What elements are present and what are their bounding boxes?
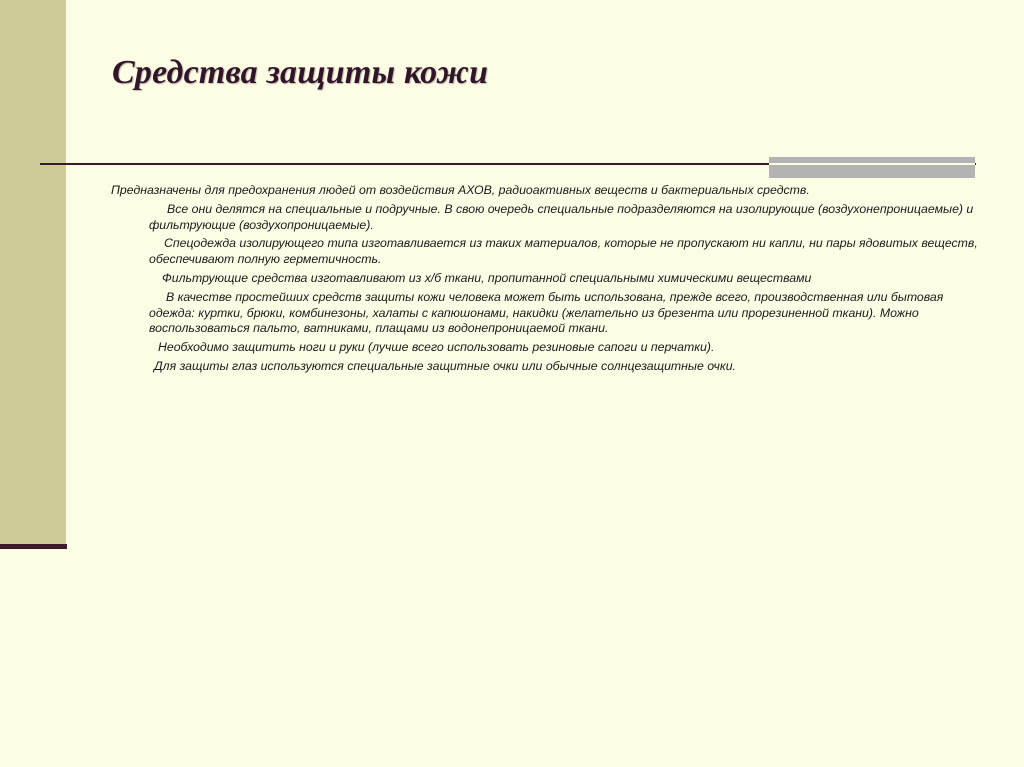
slide-title: Средства защиты кожи <box>112 54 489 91</box>
left-accent-bar-underline <box>0 544 67 549</box>
body-paragraph: Спецодежда изолирующего типа изготавливается из таких материалов, которые не пропускают ни капли, ни пары ядовитых веществ, обеспечивают полную герметичность. <box>149 236 978 267</box>
slide-body <box>111 183 981 378</box>
body-paragraph: Для защиты глаз используются специальные защитные очки или обычные солнцезащитные очки. <box>154 358 736 373</box>
body-paragraph: Предназначены для предохранения людей от воздействия АХОВ, радиоактивных веществ и бактериальных средств. <box>111 183 810 197</box>
left-accent-bar <box>0 0 66 545</box>
body-paragraph: Необходимо защитить ноги и руки (лучше всего использовать резиновые сапоги и перчатки). <box>158 340 715 355</box>
body-paragraph: Все они делятся на специальные и подручные. В свою очередь специальные подразделяются на изолирующие (воздухонепроницаемые) и фильтрующие (воздухопроницаемые). <box>149 201 974 232</box>
divider-accent-block <box>769 157 975 178</box>
body-paragraph: Фильтрующие средства изготавливают из х/б ткани, пропитанной специальными химическими веществами <box>162 270 812 285</box>
body-paragraph: В качестве простейших средств защиты кожи человека может быть использована, прежде всего, производственная или бытовая одежда: куртки, брюки, комбинезоны, халаты с капюшонами, накидки (желательно из брезента или прорезиненной ткани). Можно воспользоваться пальто, ватниками, плащами из водонепроницаемой ткани. <box>149 289 944 336</box>
